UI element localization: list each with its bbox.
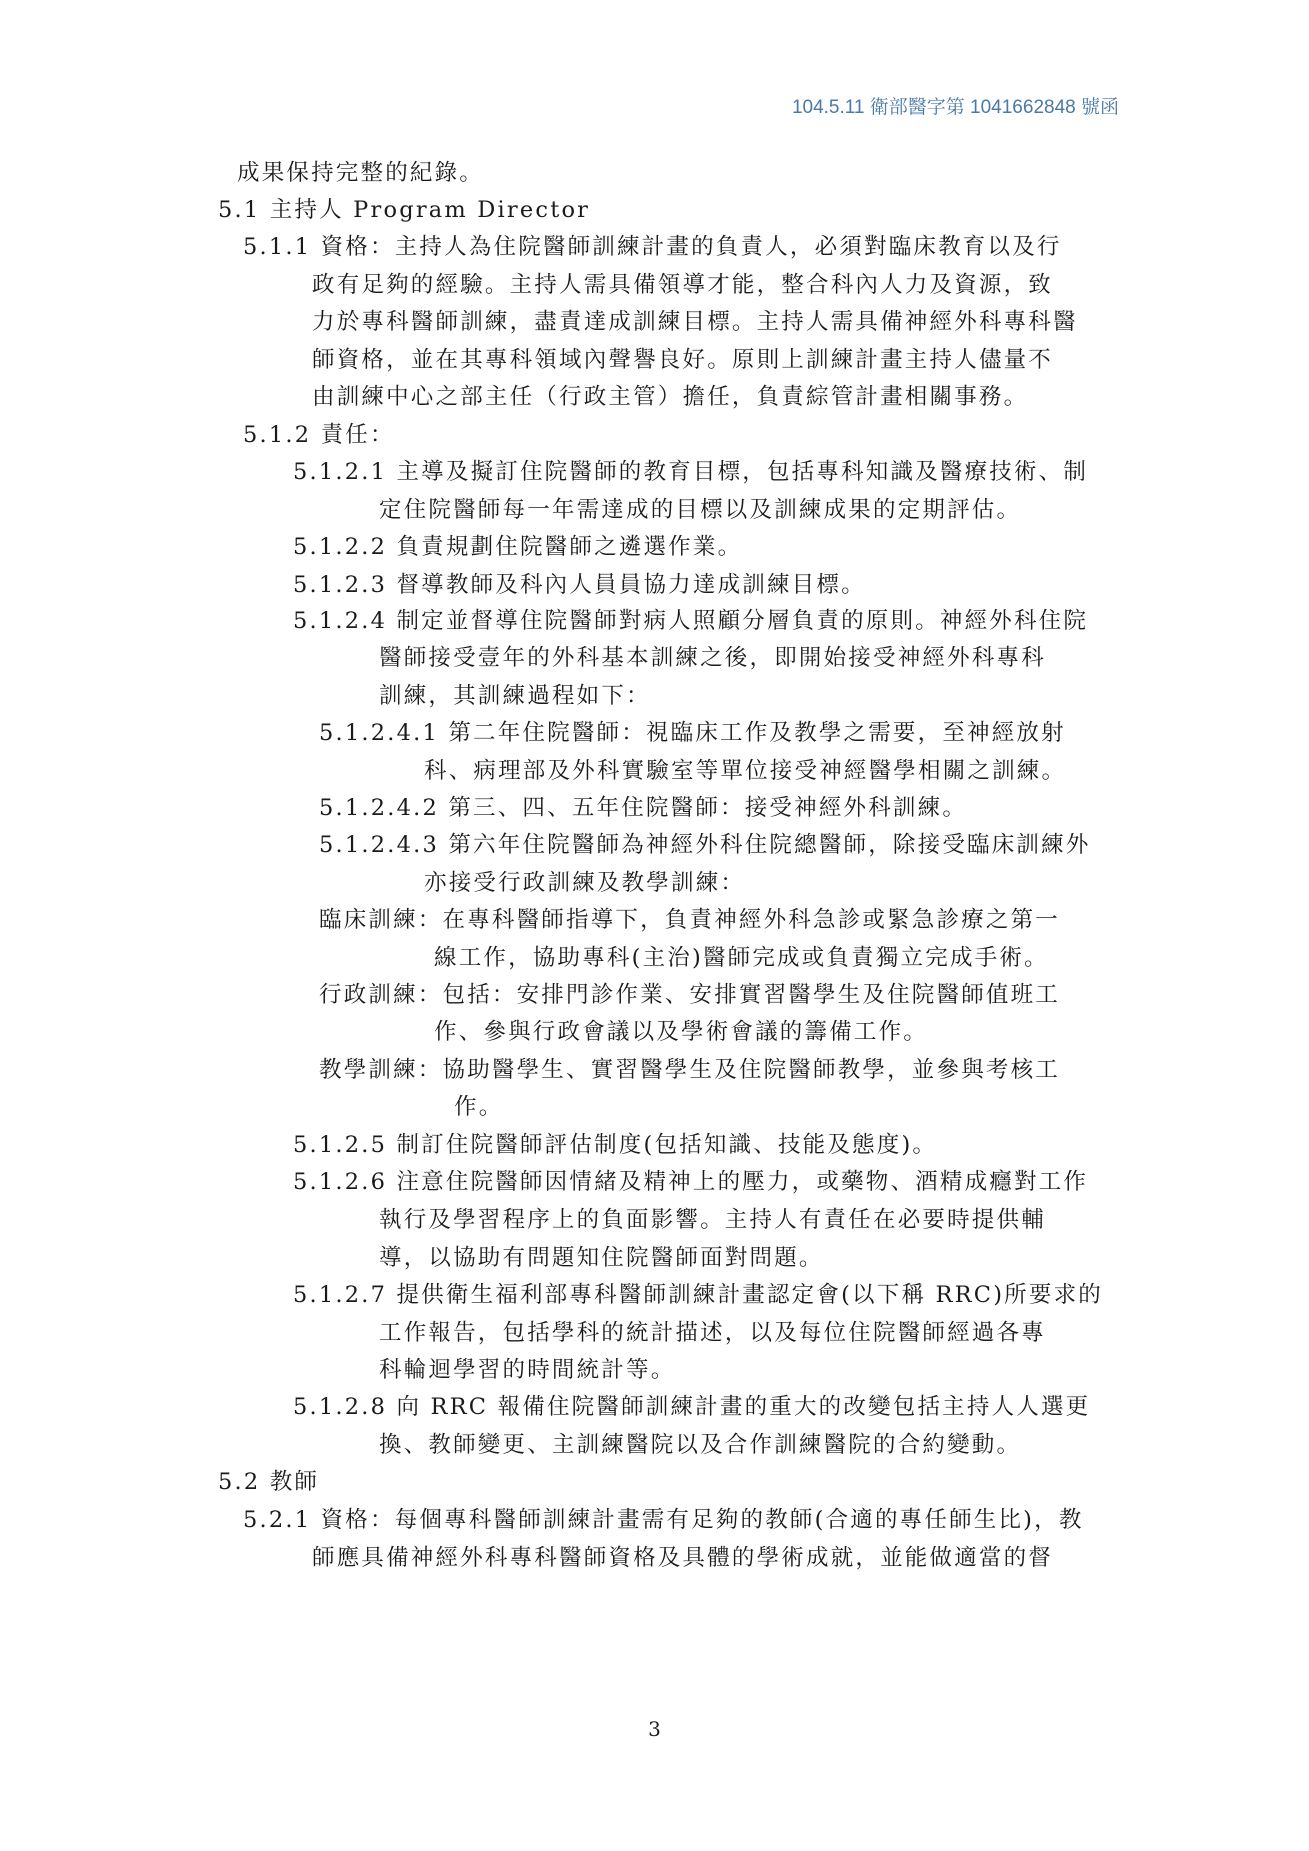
body-line: 5.1.2.4 制定並督導住院醫師對病人照顧分層負責的原則。神經外科住院 (293, 608, 1089, 634)
body-line: 線工作，協助專科(主治)醫師完成或負責獨立完成手術。 (434, 945, 1049, 971)
page-number: 3 (648, 1717, 661, 1741)
body-line: 5.1.2.2 負責規劃住院醫師之遴選作業。 (293, 534, 743, 560)
body-line: 5.1.2.4.2 第三、四、五年住院醫師：接受神經外科訓練。 (319, 795, 968, 821)
body-line: 作。 (454, 1094, 504, 1120)
body-line: 臨床訓練：在專科醫師指導下，負責神經外科急診或緊急診療之第一 (319, 907, 1061, 933)
body-line: 5.1.2.4.3 第六年住院醫師為神經外科住院總醫師，除接受臨床訓練外 (319, 832, 1091, 858)
document-header: 104.5.11 衛部醫字第 1041662848 號函 (791, 97, 1119, 118)
body-line: 師應具備神經外科專科醫師資格及具體的學術成就，並能做適當的督 (312, 1545, 1054, 1571)
body-line: 5.1.2.3 督導教師及科內人員員協力達成訓練目標。 (293, 572, 866, 598)
section-heading: 5.2 教師 (218, 1469, 320, 1495)
body-line: 定住院醫師每一年需達成的目標以及訓練成果的定期評估。 (379, 497, 1022, 523)
body-line: 5.1.2.8 向 RRC 報備住院醫師訓練計畫的重大的改變包括主持人人選更 (293, 1394, 1091, 1420)
subsection-heading: 5.1.2 責任： (243, 422, 395, 448)
body-line: 師資格，並在其專科領域內聲譽良好。原則上訓練計畫主持人儘量不 (312, 347, 1054, 373)
body-line: 換、教師變更、主訓練醫院以及合作訓練醫院的合約變動。 (379, 1432, 1022, 1458)
body-line: 工作報告，包括學科的統計描述，以及每位住院醫師經過各專 (379, 1320, 1046, 1346)
body-line: 訓練，其訓練過程如下： (379, 683, 651, 709)
body-line: 成果保持完整的紀錄。 (237, 160, 485, 186)
body-line: 5.1.2.1 主導及擬訂住院醫師的教育目標，包括專科知識及醫療技術、制 (293, 459, 1089, 485)
body-line: 科輪迴學習的時間統計等。 (379, 1357, 676, 1383)
body-line: 亦接受行政訓練及教學訓練： (424, 870, 746, 896)
body-line: 5.1.2.7 提供衛生福利部專科醫師訓練計畫認定會(以下稱 RRC)所要求的 (293, 1282, 1103, 1308)
body-line: 5.1.1 資格：主持人為住院醫師訓練計畫的負責人，必須對臨床教育以及行 (243, 234, 1062, 260)
body-line: 5.2.1 資格：每個專科醫師訓練計畫需有足夠的教師(合適的專任師生比)，教 (243, 1507, 1084, 1533)
body-line: 政有足夠的經驗。主持人需具備領導才能，整合科內人力及資源，致 (312, 272, 1054, 298)
body-line: 由訓練中心之部主任（行政主管）擔任，負責綜管計畫相關事務。 (312, 384, 1029, 410)
body-line: 教學訓練：協助醫學生、實習醫學生及住院醫師教學，並參與考核工 (319, 1057, 1061, 1083)
body-line: 5.1.2.4.1 第二年住院醫師：視臨床工作及教學之需要，至神經放射 (319, 720, 1066, 746)
body-line: 5.1.2.5 制訂住院醫師評估制度(包括知識、技能及態度)。 (293, 1132, 938, 1158)
body-line: 導，以協助有問題知住院醫師面對問題。 (379, 1245, 824, 1271)
body-line: 5.1.2.6 注意住院醫師因情緒及精神上的壓力，或藥物、酒精成癮對工作 (293, 1169, 1089, 1195)
body-line: 作、參與行政會議以及學術會議的籌備工作。 (434, 1019, 929, 1045)
body-line: 執行及學習程序上的負面影響。主持人有責任在必要時提供輔 (379, 1207, 1046, 1233)
section-heading: 5.1 主持人 Program Director (218, 197, 591, 223)
body-line: 行政訓練：包括：安排門診作業、安排實習醫學生及住院醫師值班工 (319, 982, 1061, 1008)
body-line: 力於專科醫師訓練，盡責達成訓練目標。主持人需具備神經外科專科醫 (312, 309, 1078, 335)
body-line: 醫師接受壹年的外科基本訓練之後，即開始接受神經外科專科 (379, 645, 1046, 671)
body-line: 科、病理部及外科實驗室等單位接受神經醫學相關之訓練。 (424, 758, 1067, 784)
